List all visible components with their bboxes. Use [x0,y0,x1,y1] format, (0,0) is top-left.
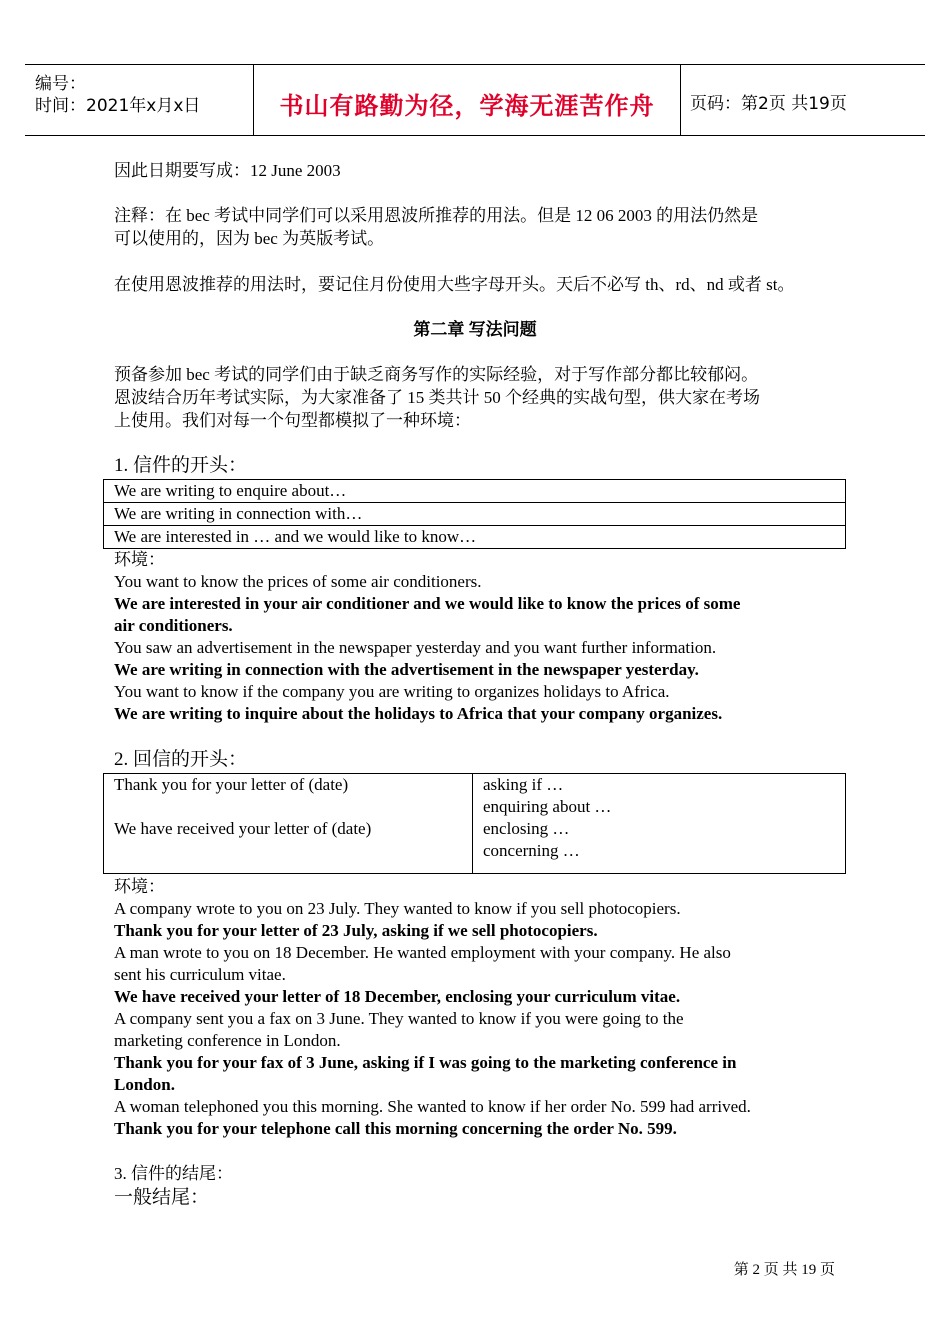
table-cell: We are writing in connection with… [104,503,846,526]
section-2-title: 2. 回信的开头： [114,749,248,770]
page-number: 页码：第2页 共19页 [690,94,847,114]
note-line-2: 可以使用的，因为 bec 为英版考试。 [114,229,385,248]
example-line: air conditioners. [114,616,233,635]
table-row [104,503,846,526]
example-line: A company wrote to you on 23 July. They wanted to know if you sell photocopiers. [114,899,681,918]
env-label: 环境： [114,550,165,569]
example-line: We are writing to inquire about the holidays to Africa that your company organizes. [114,704,723,723]
example-line: A man wrote to you on 18 December. He wanted employment with your company. He also [114,943,731,962]
section-1-title: 1. 信件的开头： [114,455,248,476]
example-line: You want to know the prices of some air conditioners. [114,572,482,591]
phrase: We have received your letter of (date) [114,819,372,838]
table-cell: We are writing to enquire about… [104,480,846,503]
section-3-subtitle: 一般结尾： [114,1187,210,1208]
example-line: A company sent you a fax on 3 June. They wanted to know if you were going to the [114,1009,684,1028]
page-footer: 第 2 页 共 19 页 [733,1262,835,1278]
reply-phrases-table [103,773,846,874]
number-label: 编号： [35,74,86,94]
motto: 书山有路勤为径，学海无涯苦作舟 [279,92,655,120]
phrase: enquiring about … [483,797,612,816]
example-line: You saw an advertisement in the newspaper yesterday and you want further information. [114,638,717,657]
chapter-intro-line: 恩波结合历年考试实际，为大家准备了 15 类共计 50 个经典的实战句型，供大家在考场 [114,388,760,407]
chapter-title: 第二章 写法问题 [413,320,537,339]
phrase: Thank you for your letter of (date) [114,775,349,794]
section-3-title: 3. 信件的结尾： [114,1164,233,1183]
chapter-intro-line: 上使用。我们对每一个句型都模拟了一种环境： [114,411,471,430]
phrase: enclosing … [483,819,570,838]
table-cell: We are interested in … and we would like to know… [104,526,846,549]
example-line: London. [114,1075,175,1094]
table-cell-right [473,774,846,874]
example-line: sent his curriculum vitae. [114,965,286,984]
example-line: Thank you for your telephone call this morning concerning the order No. 599. [114,1119,677,1138]
example-line: We are writing in connection with the advertisement in the newspaper yesterday. [114,660,699,679]
header-center-cell [253,65,681,135]
tip-line: 在使用恩波推荐的用法时，要记住月份使用大些字母开头。天后不必写 th、rd、nd 或者 st。 [114,275,795,294]
phrase: concerning … [483,841,580,860]
example-line: Thank you for your letter of 23 July, asking if we sell photocopiers. [114,921,598,940]
page-header [25,64,925,136]
example-line: You want to know if the company you are writing to organizes holidays to Africa. [114,682,670,701]
env-label: 环境： [114,877,165,896]
header-left-cell [25,65,253,135]
table-row [104,480,846,503]
table-row [104,526,846,549]
table-cell-left [104,774,473,874]
example-line: marketing conference in London. [114,1031,341,1050]
time-label: 时间：2021年x月x日 [35,96,201,116]
example-line: We are interested in your air conditioner and we would like to know the prices of some [114,594,741,613]
example-line: We have received your letter of 18 December, enclosing your curriculum vitae. [114,987,681,1006]
header-right-cell [680,65,925,135]
table-row [104,774,846,874]
chapter-intro-line: 预备参加 bec 考试的同学们由于缺乏商务写作的实际经验，对于写作部分都比较郁闷。 [114,365,759,384]
example-line: A woman telephoned you this morning. She wanted to know if her order No. 599 had arrived. [114,1097,751,1116]
phrase [114,796,462,818]
note-line-1: 注释：在 bec 考试中同学们可以采用恩波所推荐的用法。但是 12 06 2003 的用法仍然是 [114,206,759,225]
opening-phrases-table [103,479,846,549]
phrase: asking if … [483,775,564,794]
date-line: 因此日期要写成：12 June 2003 [114,161,341,180]
example-line: Thank you for your fax of 3 June, asking if I was going to the marketing conference in [114,1053,737,1072]
